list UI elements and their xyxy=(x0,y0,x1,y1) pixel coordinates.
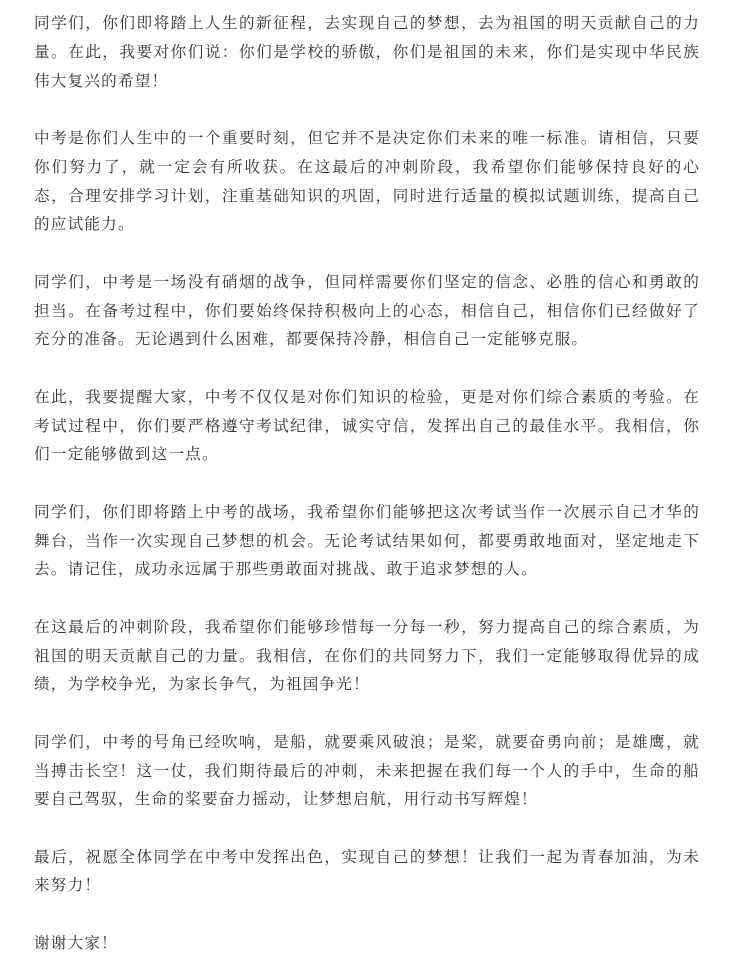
paragraph-3: 同学们，中考是一场没有硝烟的战争，但同样需要你们坚定的信念、必胜的信心和勇敢的担当。在备考过程中，你们要始终保持积极向上的心态，相信自己，相信你们已经做好了充分的准备。无论遇到什么困难，都要保持冷静，相信自己一定能够克服。 xyxy=(34,272,700,349)
paragraph-5: 同学们，你们即将踏上中考的战场，我希望你们能够把这次考试当作一次展示自己才华的舞台，当作一次实现自己梦想的机会。无论考试结果如何，都要勇敢地面对，坚定地走下去。请记住，成功永远属于那些勇敢面对挑战、敢于追求梦想的人。 xyxy=(34,502,700,579)
paragraph-4: 在此，我要提醒大家，中考不仅仅是对你们知识的检验，更是对你们综合素质的考验。在考试过程中，你们要严格遵守考试纪律，诚实守信，发挥出自己的最佳水平。我相信，你们一定能够做到这一点。 xyxy=(34,387,700,464)
paragraph-6: 在这最后的冲刺阶段，我希望你们能够珍惜每一分每一秒，努力提高自己的综合素质，为祖国的明天贡献自己的力量。我相信，在你们的共同努力下，我们一定能够取得优异的成绩，为学校争光，为家长争气，为祖国争光！ xyxy=(34,617,700,694)
paragraph-2: 中考是你们人生中的一个重要时刻，但它并不是决定你们未来的唯一标准。请相信，只要你们努力了，就一定会有所收获。在这最后的冲刺阶段，我希望你们能够保持良好的心态，合理安排学习计划，注重基础知识的巩固，同时进行适量的模拟试题训练，提高自己的应试能力。 xyxy=(34,128,700,234)
paragraph-7: 同学们，中考的号角已经吹响，是船，就要乘风破浪；是桨，就要奋勇向前；是雄鹰，就当搏击长空！这一仗，我们期待最后的冲刺，未来把握在我们每一个人的手中，生命的船要自己驾驭，生命的桨要奋力摇动，让梦想启航，用行动书写辉煌！ xyxy=(34,732,700,809)
paragraph-8: 最后，祝愿全体同学在中考中发挥出色，实现自己的梦想！让我们一起为青春加油，为未来努力！ xyxy=(34,847,700,895)
speech-document xyxy=(34,9,700,958)
paragraph-1: 同学们，你们即将踏上人生的新征程，去实现自己的梦想，去为祖国的明天贡献自己的力量。在此，我要对你们说：你们是学校的骄傲，你们是祖国的未来，你们是实现中华民族伟大复兴的希望！ xyxy=(34,14,700,90)
closing-thanks: 谢谢大家！ xyxy=(34,933,118,952)
